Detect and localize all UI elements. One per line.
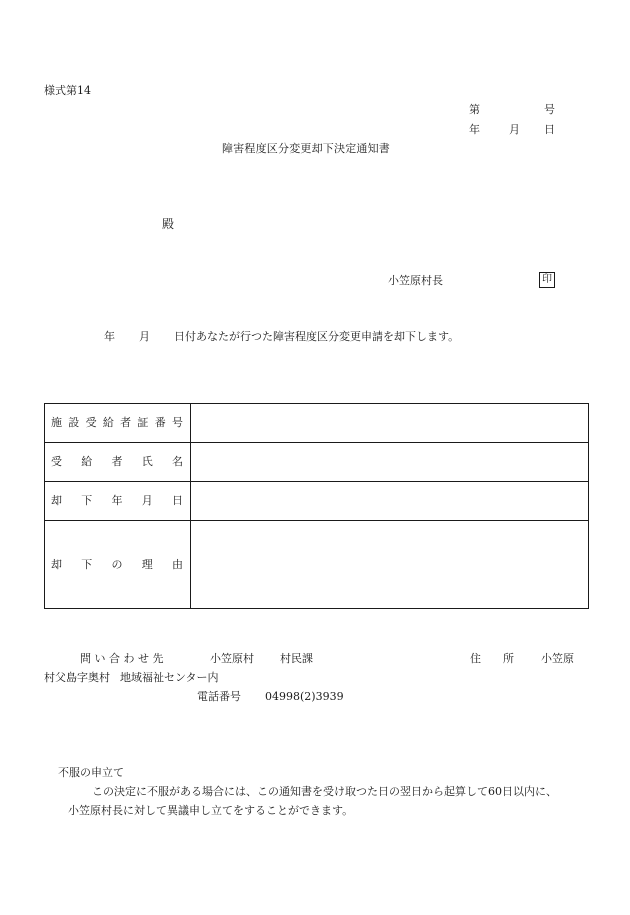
label-char: 年	[111, 494, 123, 508]
label-characters	[45, 558, 190, 571]
label-char: 由	[172, 557, 183, 571]
contact-org: 小笠原村	[210, 652, 254, 665]
label-char: の	[111, 557, 123, 571]
issuer-name: 小笠原村長	[388, 274, 443, 287]
table-row-value[interactable]	[191, 443, 589, 482]
table-row-label	[45, 443, 191, 482]
label-char: 者	[120, 416, 132, 430]
appeal-text-line1: この決定に不服がある場合には、この通知書を受け取つた日の翌日から起算して60日以内に、	[92, 785, 557, 798]
label-char: 施	[51, 416, 62, 430]
label-char: 受	[85, 416, 97, 430]
body-year-label: 年	[104, 330, 115, 343]
table-row-value[interactable]	[191, 521, 589, 609]
label-char: 氏	[141, 455, 153, 469]
body-text: 日付あなたが行つた障害程度区分変更申請を却下します。	[174, 330, 460, 343]
body-month-label: 月	[139, 330, 150, 343]
date-year-label: 年	[469, 123, 480, 136]
label-characters	[45, 494, 190, 507]
table-row-value[interactable]	[191, 404, 589, 443]
label-char: 名	[172, 455, 183, 469]
document-title: 障害程度区分変更却下決定通知書	[222, 142, 390, 155]
seal-mark: 印	[539, 272, 555, 288]
label-char: 下	[81, 557, 93, 571]
phone-line	[197, 690, 344, 703]
facility-name: 地域福祉センター内	[120, 671, 219, 684]
address-line	[44, 671, 219, 684]
phone-number: 04998(2)3939	[265, 690, 344, 703]
address-start: 小笠原	[541, 652, 574, 665]
address-label: 住 所	[470, 652, 514, 665]
document-number-suffix: 号	[544, 103, 555, 116]
table-row	[45, 443, 589, 482]
contact-dept: 村民課	[280, 652, 313, 665]
label-char: 者	[111, 455, 123, 469]
label-char: 給	[102, 416, 114, 430]
label-char: 給	[81, 455, 93, 469]
label-char: 却	[51, 494, 62, 508]
label-char: 下	[81, 494, 93, 508]
table-row	[45, 404, 589, 443]
contact-label: 問 い 合 わ せ 先	[80, 652, 164, 665]
label-char: 理	[141, 557, 153, 571]
label-characters	[45, 455, 190, 468]
label-char: 却	[51, 557, 62, 571]
form-number: 様式第14	[44, 84, 91, 97]
notice-body	[104, 330, 459, 343]
table-row-label	[45, 404, 191, 443]
table-row	[45, 482, 589, 521]
appeal-heading: 不服の申立て	[58, 766, 124, 779]
label-char: 号	[171, 416, 183, 430]
address-continued: 村父島字奥村	[44, 671, 110, 684]
phone-label: 電話番号	[197, 690, 241, 703]
date-month-label: 月	[509, 123, 520, 136]
date-day-label: 日	[544, 123, 555, 136]
label-char: 証	[137, 416, 149, 430]
appeal-text-line2: 小笠原村長に対して異議申し立てをすることができます。	[68, 804, 354, 817]
document-number-prefix: 第	[469, 103, 480, 116]
label-char: 番	[154, 416, 166, 430]
table-row-value[interactable]	[191, 482, 589, 521]
label-characters	[45, 416, 190, 429]
info-table	[44, 403, 589, 609]
label-char: 受	[51, 455, 62, 469]
label-char: 月	[141, 494, 153, 508]
table-row-label	[45, 482, 191, 521]
table-row	[45, 521, 589, 609]
table-row-label	[45, 521, 191, 609]
addressee-honorific: 殿	[162, 217, 175, 231]
label-char: 日	[172, 494, 183, 508]
label-char: 設	[68, 416, 80, 430]
